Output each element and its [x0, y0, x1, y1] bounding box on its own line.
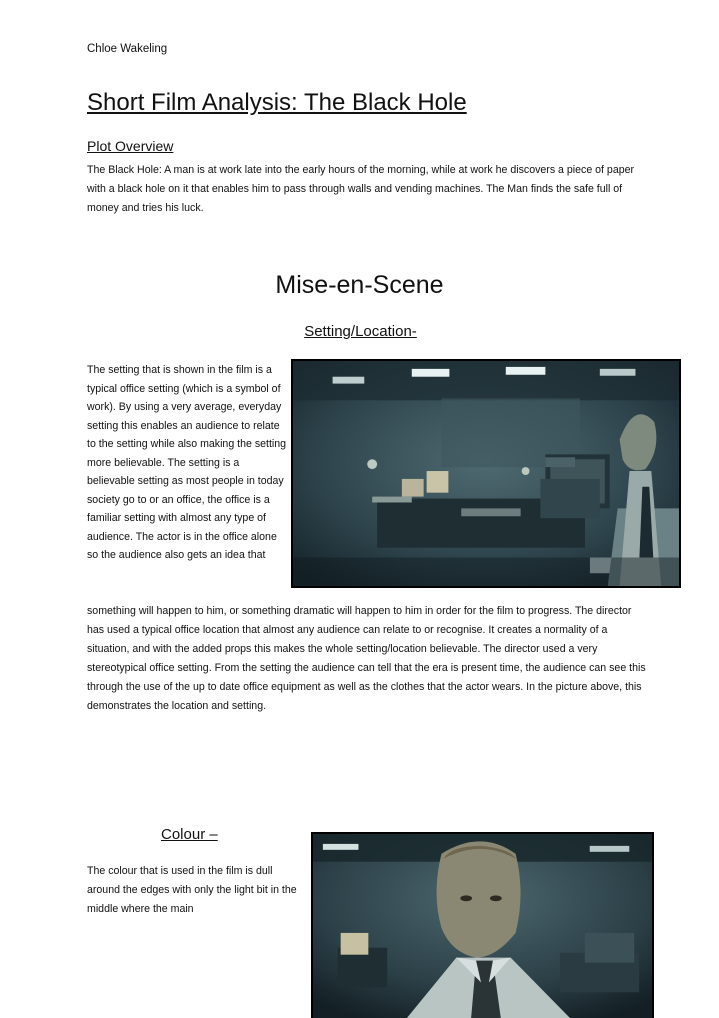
man-closeup-image: [313, 834, 652, 1018]
author-name: Chloe Wakeling: [87, 43, 168, 55]
setting-location-heading-wrap: [0, 323, 719, 340]
mise-en-scene-heading: Mise-en-Scene: [275, 271, 444, 299]
colour-heading: Colour –: [161, 826, 218, 843]
setting-text-wrapped: The setting that is shown in the film is a typical office setting (which is a symbol of work). By using a very average, everyday setting this enables an audience to relate to the setting while also making the setting more believable. The setting is a believable setting as most people in today society go to or an office, the office is a familiar setting with almost any type of audience. The actor is in the office alone so the audience also gets an idea that: [87, 364, 287, 561]
setting-text-full: something will happen to him, or something dramatic will happen to him in order for the film to progress. The director has used a typical office location that almost any audience can relate to or recognise. It creates a normality of a situation, and with the added props this makes the whole setting/location believable. The director used a very stereotypical office setting. From the setting the audience can tell that the era is present time, the audience can see this through the use of the up to date office equipment as well as the clothes that the actor wears. In the picture above, this demonstrates the location and setting.: [87, 605, 646, 712]
page-title: Short Film Analysis: The Black Hole: [87, 89, 467, 116]
office-film-still: [291, 359, 681, 588]
plot-overview-text: The Black Hole: A man is at work late into the early hours of the morning, while at work he discovers a piece of paper with a black hole on it that enables him to pass through walls and vending machines. The Man finds the safe full of money and tries his luck.: [87, 164, 635, 214]
office-scene-image: [293, 361, 679, 586]
plot-overview-heading: Plot Overview: [87, 138, 174, 154]
man-film-still: [311, 832, 654, 1018]
colour-text: The colour that is used in the film is dull around the edges with only the light bit in the middle where the main: [87, 865, 297, 915]
setting-location-heading: Setting/Location-: [304, 323, 417, 340]
